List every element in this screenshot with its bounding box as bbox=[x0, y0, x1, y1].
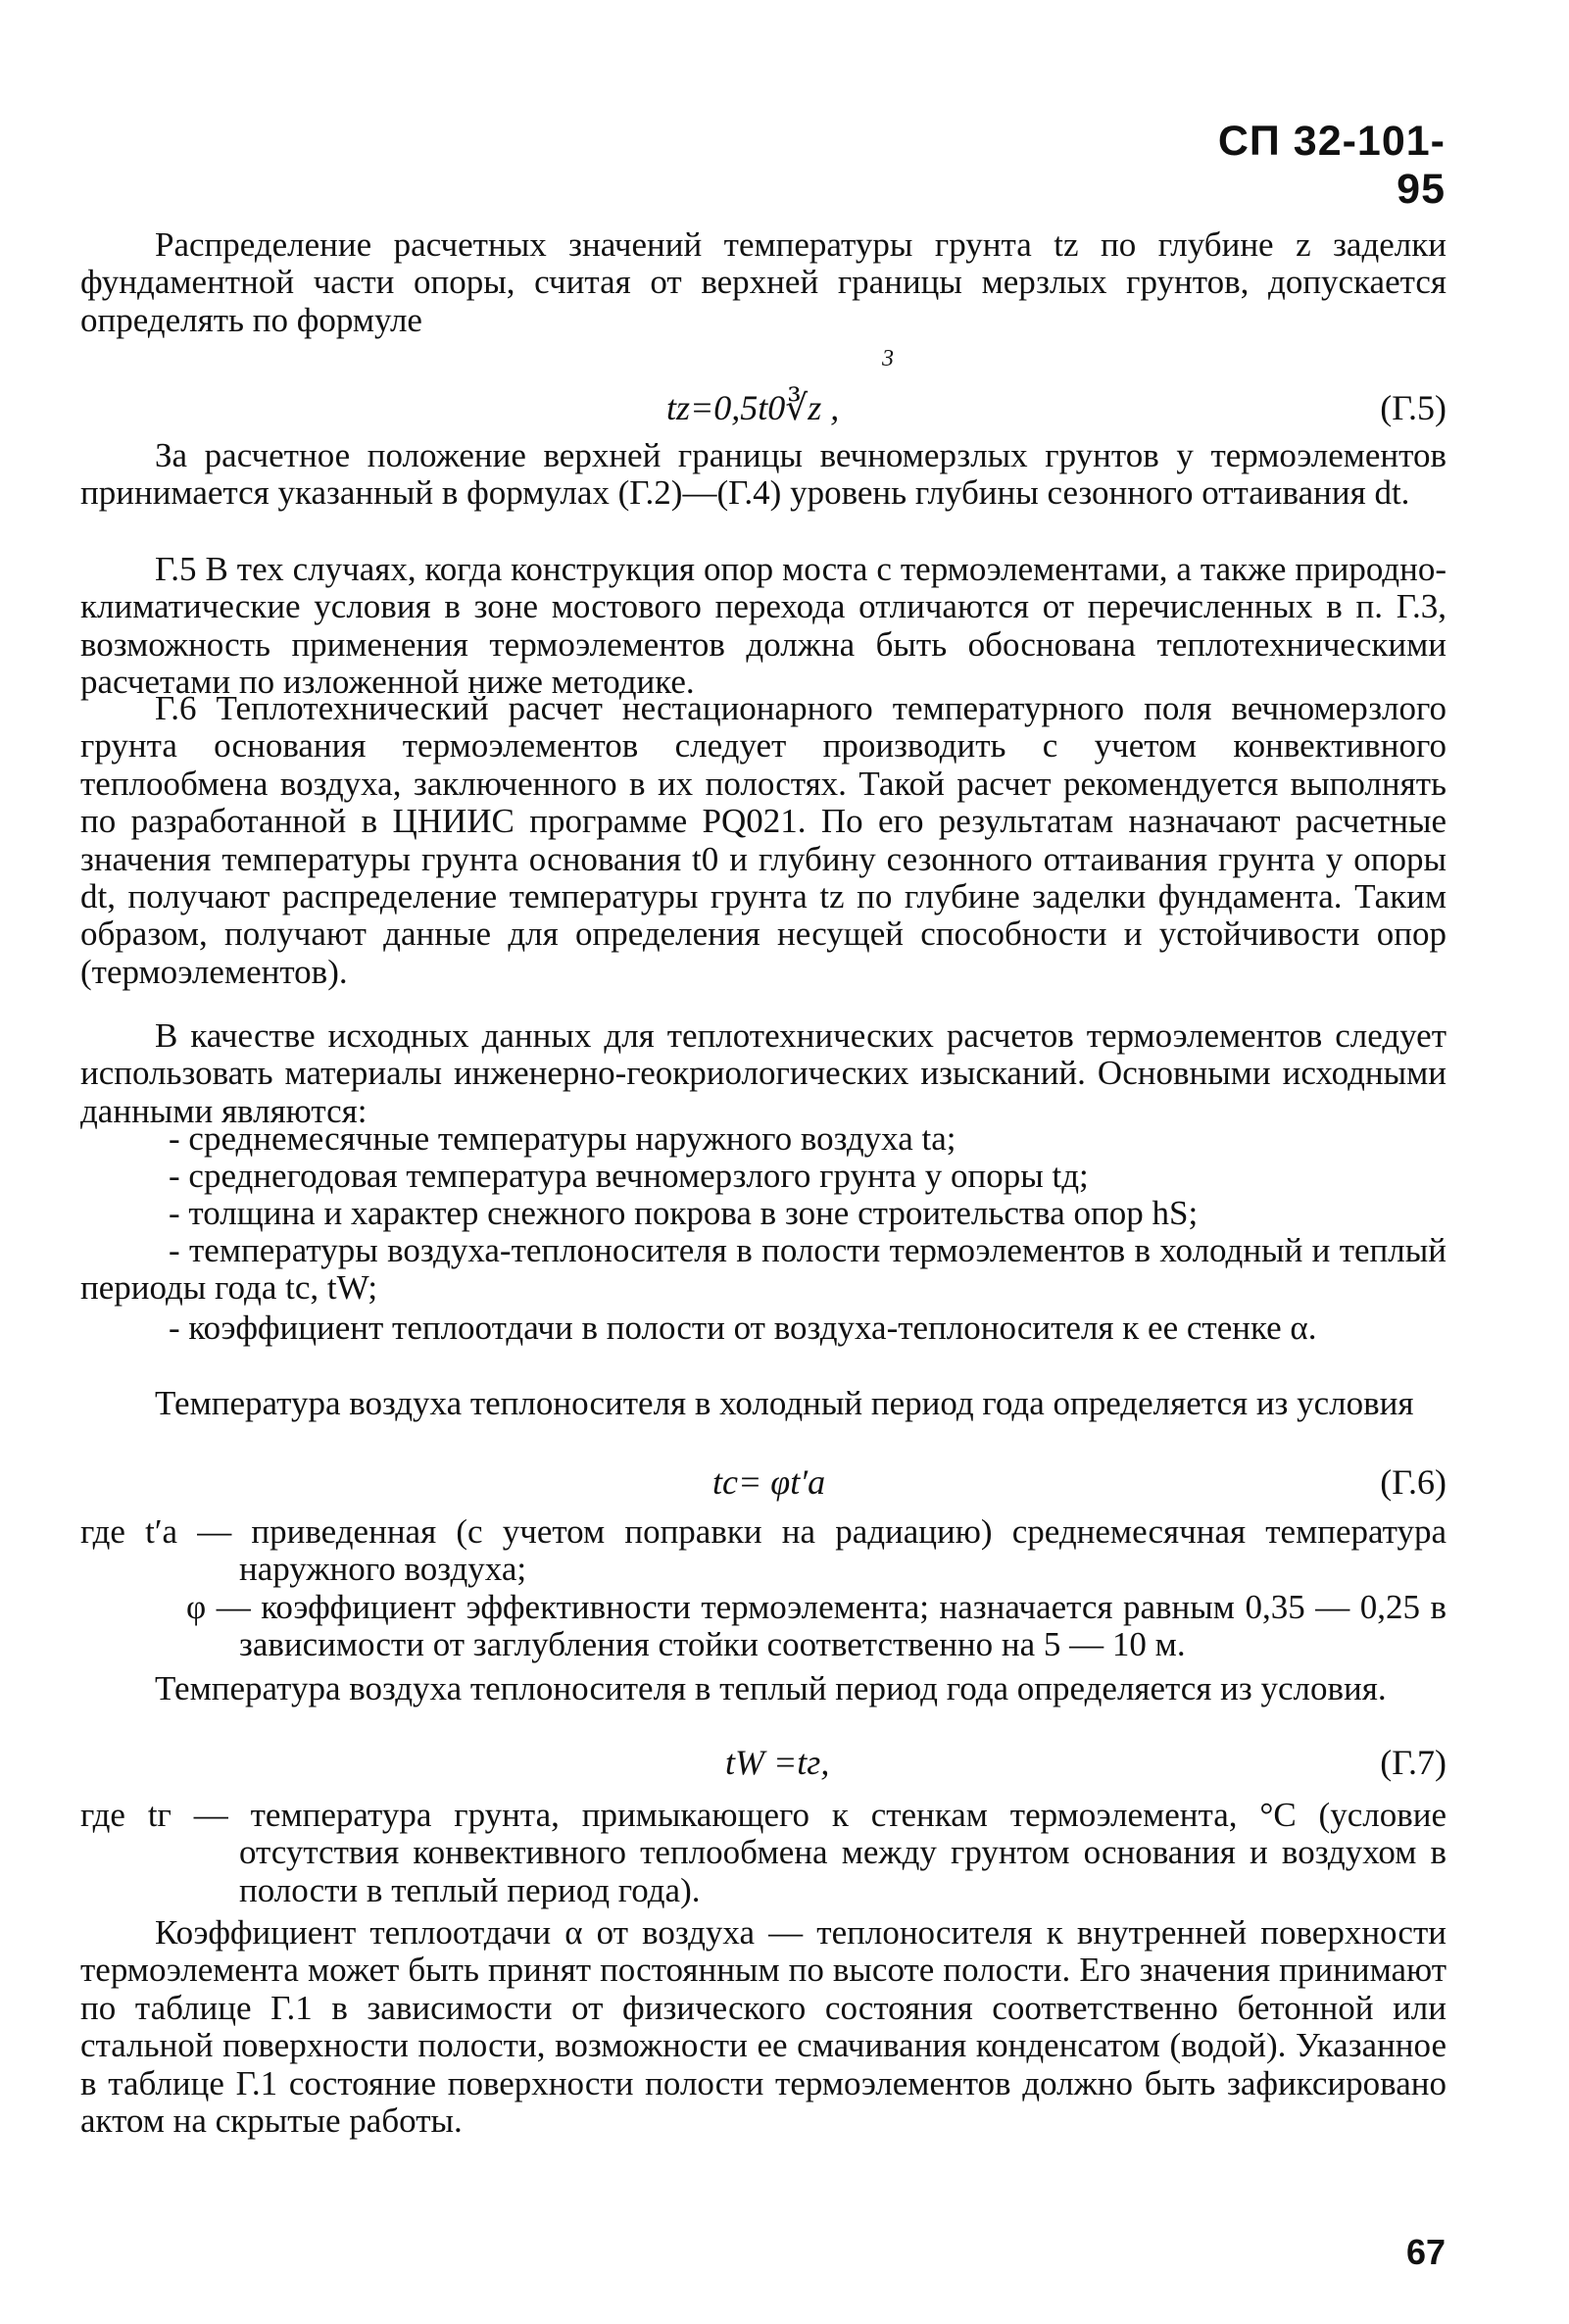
formula-g7 bbox=[80, 1739, 1446, 1786]
formula-g7-number: (Г.7) bbox=[1380, 1743, 1446, 1782]
list-item: - толщина и характер снежного покрова в зоне строительства опор hS; bbox=[169, 1195, 1199, 1232]
list-item: - температуры воздуха-теплоносителя в полости термоэлементов в холодный и теплый периоды года tc, tW; bbox=[80, 1231, 1446, 1308]
paragraph-input-data: В качестве исходных данных для теплотехнических расчетов термоэлементов следует использовать материалы инженерно-геокриологических изысканий. Основными исходными данными являются: bbox=[80, 1016, 1446, 1130]
where-t-a: где t′a — приведенная (с учетом поправки на радиацию) среднемесячная температура наружного воздуха; bbox=[80, 1512, 1446, 1589]
list-item: - среднемесячные температуры наружного воздуха ta; bbox=[169, 1120, 956, 1158]
formula-g6 bbox=[80, 1459, 1446, 1506]
formula-g5 bbox=[80, 346, 1446, 431]
paragraph-cold-period: Температура воздуха теплоносителя в холодный период года определяется из условия bbox=[155, 1384, 1414, 1422]
formula-g7-expression: tW =tг, bbox=[725, 1743, 830, 1782]
paragraph-g6: Г.6 Теплотехнический расчет нестационарного температурного поля вечномерзлого грунта основания термоэлементов следует производить с учетом конвективного теплообмена воздуха, заключенного в их полостях. Такой расчет рекомендуется выполнять по разработанной в ЦНИИС программе PQ021. По его результатам назначают расчетные значения температуры грунта основания t0 и глубину сезонного оттаивания грунта у опоры dt, получают распределение температуры грунта tz по глубине заделки фундамента. Таким образом, получают данные для определения несущей способности и устойчивости опор (термоэлементов). bbox=[80, 689, 1446, 991]
where-t-g: где tг — температура грунта, примыкающего к стенкам термоэлемента, °С (условие отсутствия конвективного теплообмена между грунтом основания и воздухом в полости в теплый период года). bbox=[80, 1796, 1446, 1909]
list-item: - среднегодовая температура вечномерзлого грунта у опоры tд; bbox=[169, 1158, 1089, 1195]
list-item: - коэффициент теплоотдачи в полости от воздуха-теплоносителя к ее стенке α. bbox=[169, 1309, 1317, 1347]
page-number: 67 bbox=[1405, 2232, 1446, 2272]
document-code: СП 32-101-95 bbox=[1217, 118, 1446, 213]
formula-g5-number: (Г.5) bbox=[1380, 388, 1446, 427]
paragraph-distribution: Распределение расчетных значений температуры грунта tz по глубине z заделки фундаментной части опоры, считая от верхней границы мерзлых грунтов, допускается определять по формуле bbox=[80, 225, 1446, 339]
formula-g5-expression: tz=0,5t0∛z , bbox=[666, 388, 840, 427]
cube-root-index: 3 bbox=[882, 346, 894, 371]
formula-g6-expression: tc= φt′a bbox=[712, 1462, 826, 1502]
paragraph-warm-period: Температура воздуха теплоносителя в теплый период года определяется из условия. bbox=[155, 1669, 1387, 1707]
paragraph-g5: Г.5 В тех случаях, когда конструкция опор моста с термоэлементами, а также природно-климатические условия в зоне мостового перехода отличаются от перечисленных в п. Г.3, возможность применения термоэлементов должна быть обоснована теплотехническими расчетами по изложенной ниже методике. bbox=[80, 550, 1446, 702]
paragraph-upper-boundary: За расчетное положение верхней границы вечномерзлых грунтов у термоэлементов принимается указанный в формулах (Г.2)—(Г.4) уровень глубины сезонного оттаивания dt. bbox=[80, 436, 1446, 513]
paragraph-heat-transfer: Коэффициент теплоотдачи α от воздуха — теплоносителя к внутренней поверхности термоэлемента может быть принят постоянным по высоте полости. Его значения принимают по таблице Г.1 в зависимости от физического состояния соответственно бетонной или стальной поверхности полости, возможности ее смачивания конденсатом (водой). Указанное в таблице Г.1 состояние поверхности полости термоэлементов должно быть зафиксировано актом на скрытые работы. bbox=[80, 1913, 1446, 2141]
where-phi: φ — коэффициент эффективности термоэлемента; назначается равным 0,35 — 0,25 в зависимости от заглубления стойки соответственно на 5 — 10 м. bbox=[186, 1588, 1446, 1664]
formula-g6-number: (Г.6) bbox=[1380, 1462, 1446, 1502]
